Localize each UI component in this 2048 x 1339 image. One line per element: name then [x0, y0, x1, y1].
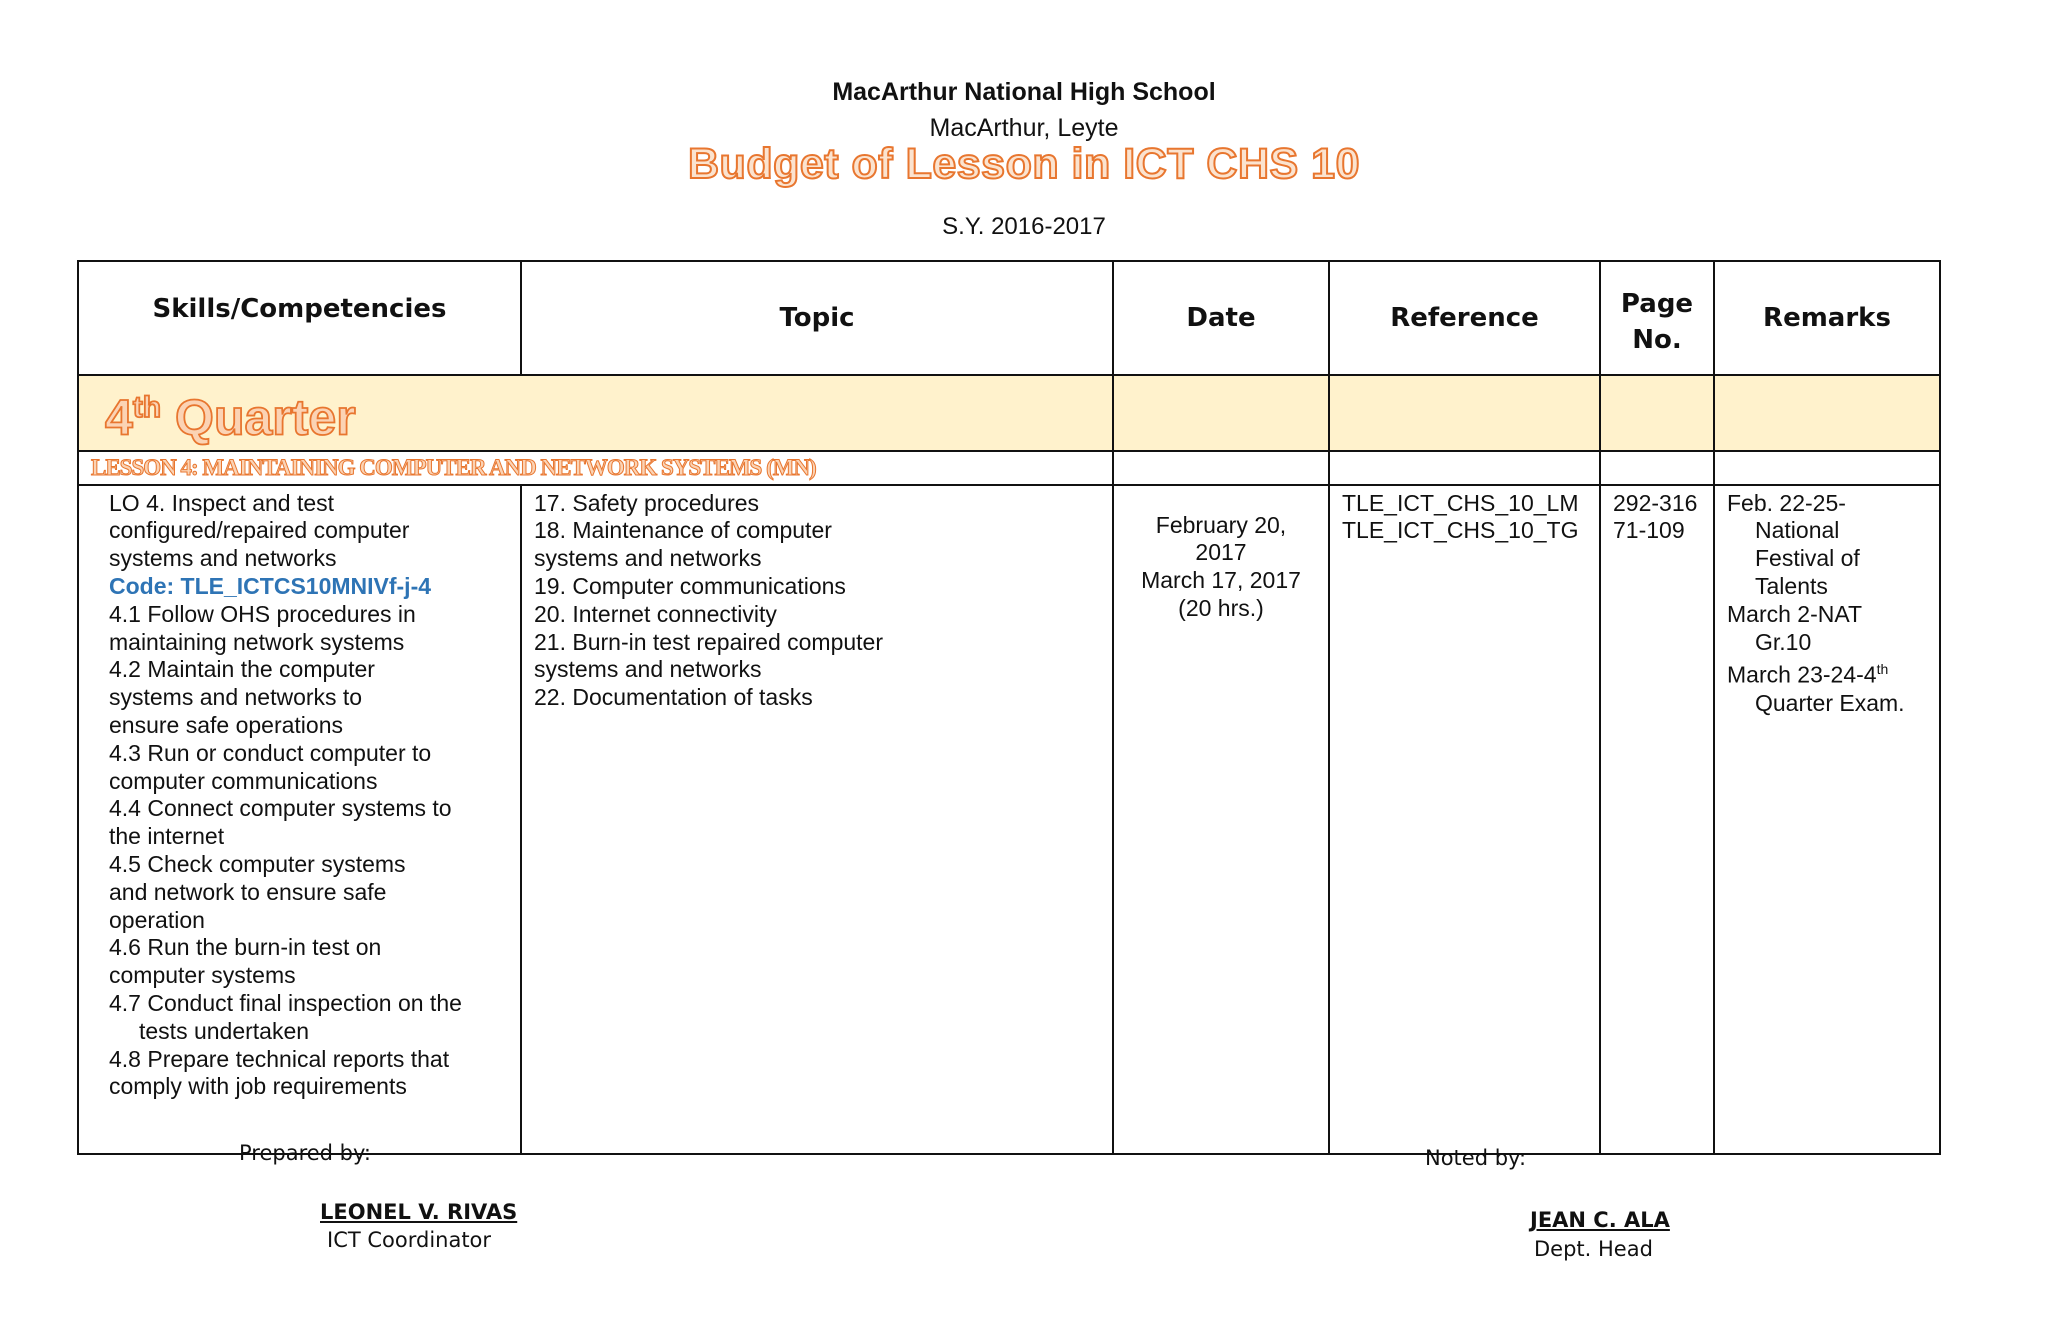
table-header-row: [78, 261, 1940, 375]
school-name: MacArthur National High School: [832, 78, 1216, 106]
remark-line: Talents: [1755, 573, 1828, 600]
col-header-date: Date: [1113, 261, 1329, 375]
quarter-cell: [78, 375, 1113, 451]
date-line: March 17, 2017: [1141, 567, 1301, 594]
topic-item: 21. Burn-in test repaired computer systems and networks: [534, 628, 884, 683]
preparer-role: ICT Coordinator: [327, 1228, 492, 1252]
topic-item: 22. Documentation of tasks: [534, 684, 813, 711]
topic-item: 17. Safety procedures: [534, 489, 760, 516]
remarks-cell: [1714, 485, 1940, 1154]
remark-line: Gr.10: [1755, 628, 1812, 655]
preparer-name: LEONEL V. RIVAS: [320, 1200, 518, 1224]
lesson-cell: [78, 451, 1113, 485]
prepared-by-label: Prepared by:: [239, 1141, 371, 1165]
page-range: 71-109: [1613, 517, 1685, 544]
quarter-row: [78, 375, 1940, 451]
noted-by-label: Noted by:: [1425, 1146, 1527, 1170]
skill-item: 4.4 Connect computer systems to the internet: [109, 795, 452, 850]
skill-item-continuation: tests undertaken: [139, 1017, 310, 1044]
col-header-skills: Skills/Competencies: [78, 261, 521, 375]
page-cell: [1600, 485, 1714, 1154]
skill-item: 4.5 Check computer systems and network to ensure safe operation: [109, 851, 406, 933]
reference-item: TLE_ICT_CHS_10_TG: [1342, 517, 1579, 544]
remark-line: Quarter Exam.: [1755, 689, 1905, 716]
reference-cell: [1329, 485, 1600, 1154]
topic-item: 20. Internet connectivity: [534, 600, 777, 627]
date-line: (20 hrs.): [1178, 595, 1264, 622]
quarter-label: 4th Quarter: [105, 389, 356, 446]
skill-item: 4.1 Follow OHS procedures in maintaining network systems: [109, 600, 416, 655]
competency-code: Code: TLE_ICTCS10MNIVf-j-4: [109, 573, 432, 600]
topic-cell: [521, 485, 1113, 1154]
col-header-remarks: Remarks: [1714, 261, 1940, 375]
date-line: 2017: [1195, 539, 1247, 566]
remark-line: Feb. 22-25-: [1727, 489, 1846, 516]
document-title: Budget of Lesson in ICT CHS 10: [688, 140, 1360, 188]
remark-line: National: [1755, 517, 1840, 544]
noter-name: JEAN C. ALA: [1530, 1208, 1670, 1232]
skill-item: 4.7 Conduct final inspection on the: [109, 990, 462, 1016]
topic-item: 19. Computer communications: [534, 573, 846, 600]
school-year: S.Y. 2016-2017: [942, 213, 1106, 240]
skill-item: 4.8 Prepare technical reports that comply with job requirements: [109, 1045, 450, 1100]
remark-line: Festival of: [1755, 545, 1860, 572]
col-header-topic: Topic: [521, 261, 1113, 375]
budget-table: [77, 260, 1941, 1155]
lesson-title: LESSON 4: MAINTAINING COMPUTER AND NETWORK SYSTEMS (MN): [91, 454, 816, 480]
skills-cell: [78, 485, 521, 1154]
col-header-reference: Reference: [1329, 261, 1600, 375]
noter-role: Dept. Head: [1534, 1237, 1653, 1261]
skill-item: 4.3 Run or conduct computer to computer communications: [109, 739, 432, 794]
skill-item: 4.6 Run the burn-in test on computer systems: [109, 934, 382, 989]
page-range: 292-316: [1613, 489, 1698, 516]
topic-item: 18. Maintenance of computer systems and networks: [534, 517, 832, 572]
col-header-page-no: Page No.: [1600, 261, 1714, 375]
table-row: [78, 485, 1940, 1154]
skill-item: 4.2 Maintain the computer systems and networks to ensure safe operations: [109, 656, 375, 739]
remark-line: March 2-NAT: [1727, 600, 1863, 627]
date-line: February 20,: [1155, 511, 1287, 538]
learning-outcome: LO 4. Inspect and test configured/repaired computer systems and networks: [109, 489, 410, 572]
reference-item: TLE_ICT_CHS_10_LM: [1342, 489, 1579, 516]
lesson-row: [78, 451, 1940, 485]
remark-line: March 23-24-4th: [1727, 661, 1889, 689]
date-cell: [1113, 485, 1329, 1154]
school-location: MacArthur, Leyte: [929, 114, 1119, 142]
